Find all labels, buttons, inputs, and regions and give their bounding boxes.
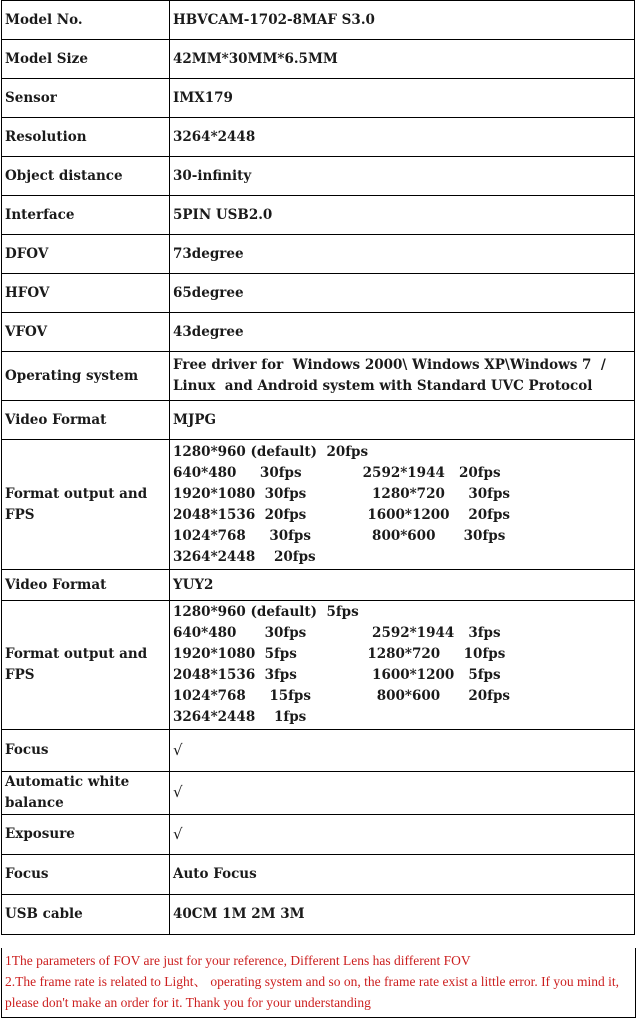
row-value: Auto Focus	[170, 855, 635, 895]
row-value: MJPG	[170, 401, 635, 440]
spec-table	[1, 0, 635, 935]
row-value: 40CM 1M 2M 3M	[170, 895, 635, 935]
note-line-2: 2.The frame rate is related to Light、 operating system and so on, the frame rate exist a little error. If you mind it, please don't make an order for it. Thank you for your understanding	[5, 974, 620, 1010]
fps-line: 1280*960 (default) 5fps	[173, 604, 359, 620]
fps-line: 3264*2448 20fps	[173, 548, 316, 565]
row-label: Format output and FPS	[2, 601, 170, 730]
fps-line: 1024*768 30fps 800*600 30fps	[173, 527, 506, 544]
row-value: 3264*2448	[170, 118, 635, 157]
row-value: 73degree	[170, 235, 635, 274]
fps-line: 640*480 30fps 2592*1944 20fps	[173, 464, 501, 481]
os-line-1: Free driver for Windows 2000\ Windows XP\Windows 7 /	[173, 357, 606, 373]
row-value: 30-infinity	[170, 157, 635, 196]
row-label: USB cable	[2, 895, 170, 935]
spec-row-yuy2-fps	[2, 601, 635, 730]
spec-row-vfov	[2, 313, 635, 352]
spec-row-sensor	[2, 79, 635, 118]
spec-row-focus	[2, 855, 635, 895]
row-label: Model Size	[2, 40, 170, 79]
row-label: Model No.	[2, 1, 170, 40]
row-label: Automatic white balance	[2, 772, 170, 815]
row-label: Interface	[2, 196, 170, 235]
spec-row-hfov	[2, 274, 635, 313]
row-label: Video Format	[2, 401, 170, 440]
row-label: DFOV	[2, 235, 170, 274]
spec-row-video-format-yuy2	[2, 570, 635, 601]
spec-row-model-no	[2, 1, 635, 40]
spec-row-awb-check	[2, 772, 635, 815]
fps-line: 1920*1080 5fps 1280*720 10fps	[173, 646, 506, 662]
spec-row-focus-check	[2, 730, 635, 772]
check-icon: √	[173, 740, 183, 759]
spec-row-exposure-check	[2, 815, 635, 855]
row-value: YUY2	[170, 570, 635, 601]
spec-row-model-size	[2, 40, 635, 79]
row-label: Video Format	[2, 570, 170, 601]
row-value: 65degree	[170, 274, 635, 313]
note-line-1: 1The parameters of FOV are just for your reference, Different Lens has different FOV	[5, 953, 471, 968]
notes-box	[1, 948, 636, 1018]
row-value: 43degree	[170, 313, 635, 352]
row-label: VFOV	[2, 313, 170, 352]
spec-row-dfov	[2, 235, 635, 274]
row-value	[170, 352, 635, 401]
fps-line: 640*480 30fps 2592*1944 3fps	[173, 625, 501, 641]
spec-row-usb-cable	[2, 895, 635, 935]
fps-line: 1024*768 15fps 800*600 20fps	[173, 688, 510, 704]
row-value: 42MM*30MM*6.5MM	[170, 40, 635, 79]
os-line-2: Linux and Android system with Standard UVC Protocol	[173, 378, 593, 394]
row-value: HBVCAM-1702-8MAF S3.0	[170, 1, 635, 40]
check-icon: √	[173, 824, 183, 843]
fps-list	[170, 601, 635, 730]
row-label: Operating system	[2, 352, 170, 401]
row-label: Exposure	[2, 815, 170, 855]
row-label: Sensor	[2, 79, 170, 118]
row-label: HFOV	[2, 274, 170, 313]
spec-row-interface	[2, 196, 635, 235]
spec-row-video-format-mjpg	[2, 401, 635, 440]
row-label: Object distance	[2, 157, 170, 196]
fps-line: 2048*1536 20fps 1600*1200 20fps	[173, 506, 510, 523]
fps-line: 1280*960 (default) 20fps	[173, 443, 369, 460]
spec-row-object-distance	[2, 157, 635, 196]
row-label: Focus	[2, 855, 170, 895]
spec-row-operating-system	[2, 352, 635, 401]
fps-line: 1920*1080 30fps 1280*720 30fps	[173, 485, 510, 502]
row-label: Resolution	[2, 118, 170, 157]
row-value: 5PIN USB2.0	[170, 196, 635, 235]
row-label: Format output and FPS	[2, 440, 170, 570]
check-icon: √	[173, 783, 183, 801]
fps-line: 2048*1536 3fps 1600*1200 5fps	[173, 667, 501, 683]
row-value: IMX179	[170, 79, 635, 118]
row-label: Focus	[2, 730, 170, 772]
spec-row-mjpg-fps	[2, 440, 635, 570]
fps-line: 3264*2448 1fps	[173, 709, 307, 725]
fps-list	[170, 440, 635, 570]
spec-row-resolution	[2, 118, 635, 157]
